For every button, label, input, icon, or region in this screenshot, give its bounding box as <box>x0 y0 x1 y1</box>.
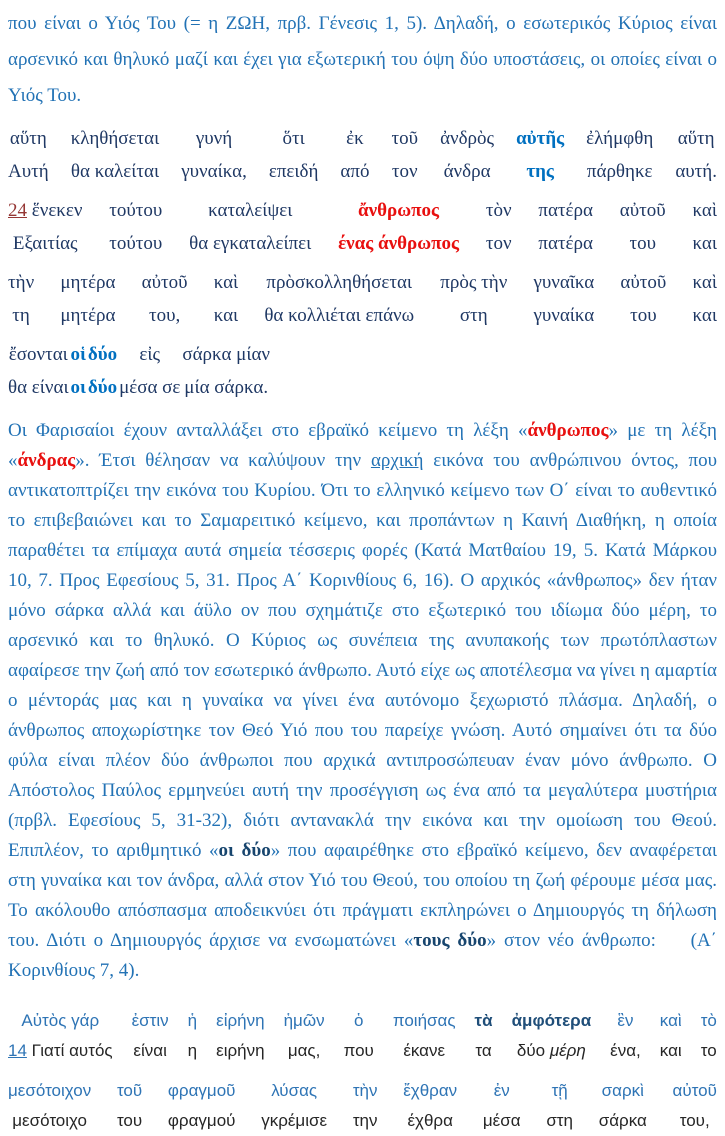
modern-word-run: επειδή <box>268 161 319 182</box>
ancient-greek-word <box>60 266 115 299</box>
modern-greek-word <box>587 155 653 188</box>
word-pair <box>88 338 117 404</box>
word-pair <box>214 266 238 332</box>
modern-word-run: μία σάρκα. <box>184 377 269 398</box>
modern-greek-word <box>517 1036 586 1066</box>
paragraph-text-run: » με τη λέξη « <box>8 420 717 471</box>
ancient-word-run: καὶ <box>213 272 239 293</box>
modern-word-run: θα είναι <box>8 377 69 398</box>
ancient-greek-word <box>516 122 564 155</box>
modern-greek-word <box>444 155 491 188</box>
word-pair <box>620 266 666 332</box>
ancient-greek-word <box>620 266 666 299</box>
ancient-word-run: μεσότοιχον <box>8 1081 92 1100</box>
modern-word-run: που <box>343 1041 374 1060</box>
word-pair <box>675 122 717 188</box>
paragraph-text-run: οι δύο <box>218 840 271 861</box>
modern-greek-word <box>181 155 247 188</box>
word-pair <box>71 338 86 404</box>
ancient-greek-word <box>358 194 439 227</box>
paragraph-text-run: αρχική <box>370 450 424 471</box>
ancient-greek-word <box>88 338 117 371</box>
modern-word-run: στη <box>459 305 488 326</box>
ancient-word-run: αὕτη <box>9 128 47 149</box>
modern-word-run: η <box>187 1041 198 1060</box>
word-pair <box>340 122 369 188</box>
modern-greek-word <box>12 299 30 332</box>
modern-word-run: 14 <box>8 1041 27 1060</box>
word-pair <box>392 122 419 188</box>
modern-word-run: μέσα σε <box>119 377 181 398</box>
modern-word-run: του, <box>148 305 181 326</box>
word-pair <box>269 122 319 188</box>
ancient-greek-word <box>692 194 716 227</box>
ancient-word-run: τὴν <box>8 272 35 293</box>
modern-greek-word <box>8 371 69 404</box>
ancient-greek-word <box>216 1006 264 1036</box>
ancient-word-run: τούτου <box>109 200 163 221</box>
word-pair <box>486 194 512 260</box>
ancient-greek-word <box>142 266 188 299</box>
ancient-word-run: ἐκ <box>346 128 364 149</box>
ancient-greek-word <box>188 1006 197 1036</box>
modern-greek-word <box>629 227 656 260</box>
modern-greek-word <box>680 1106 710 1136</box>
ancient-word-run: μητέρα <box>60 272 116 293</box>
ancient-greek-word <box>660 1006 682 1036</box>
modern-greek-word <box>392 155 418 188</box>
modern-word-run: γυναίκα, <box>181 161 247 182</box>
modern-greek-word <box>546 1106 573 1136</box>
ancient-greek-word <box>8 194 82 227</box>
ancient-greek-word <box>403 1076 457 1106</box>
modern-word-run: και <box>213 305 239 326</box>
modern-greek-word <box>269 155 319 188</box>
word-pair <box>119 338 180 404</box>
ancient-word-run: αὐτοῦ <box>672 1081 717 1100</box>
modern-word-run: δύο <box>87 377 118 398</box>
word-pair <box>599 1076 647 1136</box>
modern-greek-word <box>214 299 238 332</box>
word-pair <box>660 1006 682 1066</box>
modern-word-run: γυναίκα <box>533 305 595 326</box>
modern-greek-word <box>71 371 86 404</box>
word-pair <box>216 1006 264 1066</box>
ancient-greek-word <box>512 1006 592 1036</box>
modern-greek-word <box>660 1036 682 1066</box>
modern-greek-word <box>533 299 594 332</box>
modern-word-run: και <box>692 305 717 326</box>
word-pair <box>261 1076 327 1136</box>
paragraph-text-run: που είναι ο Υιός Του (= η ΖΩΗ, πρβ. Γένεσις 1, 5). Δηλαδή, ο εσωτερικός Κύριος είναι αρσενικό και θηλυκό μαζί και έχει για εξωτερική του όψη δύο υποστάσεις, οι οποίες είναι ο Υιός Του. <box>8 13 717 106</box>
modern-word-run: θα καλείται <box>70 161 160 182</box>
modern-greek-word <box>610 1036 641 1066</box>
word-pair <box>620 194 666 260</box>
ancient-greek-word <box>8 1076 91 1106</box>
ancient-greek-word <box>475 1006 493 1036</box>
modern-greek-word <box>8 155 49 188</box>
ancient-word-run: αὐτοῦ <box>620 272 667 293</box>
modern-greek-word <box>538 227 593 260</box>
modern-word-run: μεσότοιχο <box>12 1111 87 1130</box>
ancient-greek-word <box>21 1006 99 1036</box>
modern-word-run: πατέρα <box>538 233 593 254</box>
ancient-word-run: ἐν <box>493 1081 510 1100</box>
modern-greek-word <box>149 299 180 332</box>
word-pair <box>610 1006 641 1066</box>
modern-word-run: Εξαιτίας <box>12 233 78 254</box>
intro-paragraph <box>8 6 717 114</box>
word-pair <box>117 1076 142 1136</box>
ancient-greek-word <box>701 1006 717 1036</box>
modern-word-run: της <box>526 161 554 182</box>
ancient-greek-word <box>533 266 594 299</box>
ancient-word-run: ἡ <box>187 1011 198 1030</box>
modern-word-run: μέρη <box>549 1041 586 1060</box>
ancient-greek-word <box>284 1006 325 1036</box>
word-pair <box>264 266 414 332</box>
modern-greek-word <box>630 299 657 332</box>
modern-greek-word <box>288 1036 321 1066</box>
ancient-word-run: οἱ <box>70 344 86 365</box>
paragraph-text-run: τους δύο <box>413 930 487 951</box>
ancient-greek-word <box>71 338 86 371</box>
paragraph-text-run: άνθρωπος <box>527 420 609 441</box>
word-pair <box>692 266 716 332</box>
paragraph-text-run: Οι Φαρισαίοι έχουν ανταλλάξει στο εβραϊκό κείμενο τη λέξη « <box>8 420 528 441</box>
ancient-word-run: σάρκα μίαν <box>182 344 270 365</box>
modern-word-run: του <box>116 1111 143 1130</box>
ancient-greek-word <box>440 266 507 299</box>
ancient-greek-word <box>10 122 47 155</box>
modern-greek-word <box>71 155 159 188</box>
modern-greek-word <box>340 155 369 188</box>
word-pair <box>8 266 34 332</box>
word-pair <box>344 1006 374 1066</box>
ancient-word-run: τοῦ <box>391 128 419 149</box>
modern-greek-word <box>88 371 117 404</box>
paragraph-text-run: » που αφαιρέθηκε στο εβραϊκό κείμενο, δεν αναφέρεται στη γυναίκα και τον άνδρα, αλλά στον Υιό του Θεού, του οποίου τη ζωή φέρουμε μέσα μας. Το ακόλουθο απόσπασμα αποδεικνύει ότι πράγματι εκπληρώνει ο Δημιουργός τη δήλωση του. Διότι ο Δημιουργός άρχισε να ενσωματώνει « <box>8 840 718 951</box>
ancient-greek-word <box>617 1006 633 1036</box>
word-pair <box>71 122 160 188</box>
ancient-greek-word <box>354 1006 363 1036</box>
modern-word-run: είναι <box>133 1041 167 1060</box>
ancient-word-run: 24 <box>8 200 27 221</box>
word-pair <box>132 1006 169 1066</box>
ancient-word-run: αὐτῆς <box>516 128 565 149</box>
modern-greek-word <box>13 227 78 260</box>
ancient-greek-word <box>271 1076 317 1106</box>
word-pair <box>353 1076 378 1136</box>
modern-word-run: το <box>700 1041 717 1060</box>
modern-greek-word <box>8 1036 113 1066</box>
word-pair <box>8 194 82 260</box>
word-pair <box>586 122 653 188</box>
ancient-word-run: ἄνθρωπος <box>358 200 440 221</box>
modern-greek-word <box>117 1106 142 1136</box>
modern-word-run: τούτου <box>109 233 163 254</box>
ancient-word-run: γυναῖκα <box>533 272 595 293</box>
ancient-greek-word <box>196 122 232 155</box>
ancient-word-run: πρὸσκολληθήσεται <box>266 272 413 293</box>
word-pair <box>284 1006 325 1066</box>
ancient-word-run: πατέρα <box>538 200 593 221</box>
modern-greek-word <box>264 299 414 332</box>
ancient-word-run: τὰ <box>474 1011 493 1030</box>
ancient-word-run: ἡμῶν <box>283 1011 325 1030</box>
ancient-greek-word <box>208 194 292 227</box>
modern-greek-word <box>184 371 268 404</box>
ancient-word-run: κληθήσεται <box>70 128 160 149</box>
ancient-greek-word <box>586 122 653 155</box>
modern-greek-word <box>168 1106 236 1136</box>
modern-word-run: του <box>629 233 656 254</box>
modern-word-run: στη <box>546 1111 573 1130</box>
modern-word-run: πάρθηκε <box>586 161 653 182</box>
ancient-greek-word <box>346 122 364 155</box>
interlinear-row <box>8 338 270 404</box>
modern-word-run: Αυτή <box>8 161 49 182</box>
word-pair <box>182 338 270 404</box>
ancient-word-run: δύο <box>87 344 118 365</box>
modern-greek-word <box>701 1036 717 1066</box>
modern-greek-word <box>216 1036 264 1066</box>
word-pair <box>475 1006 493 1066</box>
modern-greek-word <box>675 155 717 188</box>
word-pair <box>8 338 69 404</box>
ancient-word-run: αὐτοῦ <box>141 272 188 293</box>
word-pair <box>189 194 311 260</box>
ancient-greek-word <box>678 122 715 155</box>
modern-greek-word <box>12 1106 87 1136</box>
word-pair <box>338 194 459 260</box>
ancient-word-run: ἐλήμφθη <box>586 128 654 149</box>
word-pair <box>692 194 716 260</box>
ancient-word-run: φραγμοῦ <box>167 1081 236 1100</box>
ancient-word-run: ὁ <box>354 1011 364 1030</box>
genesis-interlinear-block <box>8 122 717 404</box>
ancient-word-run: τῇ <box>551 1081 568 1100</box>
word-pair <box>8 122 49 188</box>
ancient-word-run: Αὐτὸς γάρ <box>21 1011 100 1030</box>
modern-word-run: γκρέμισε <box>261 1111 328 1130</box>
ancient-word-run: εἰς <box>139 344 161 365</box>
modern-word-run: μητέρα <box>60 305 116 326</box>
paragraph-text-run: άνδρας <box>17 450 76 471</box>
word-pair <box>109 194 162 260</box>
ancient-word-run: εἰρήνη <box>216 1011 265 1030</box>
interlinear-row <box>8 122 717 188</box>
modern-word-run: αυτή. <box>675 161 717 182</box>
word-pair <box>8 1006 113 1066</box>
ancient-greek-word <box>494 1076 510 1106</box>
modern-word-run: άνδρα <box>443 161 491 182</box>
word-pair <box>8 1076 91 1136</box>
paragraph-text-run: ». Έτσι θέλησαν να καλύψουν την <box>75 450 371 471</box>
ancient-word-run: ἐστιν <box>131 1011 169 1030</box>
ancient-greek-word <box>168 1076 236 1106</box>
ancient-greek-word <box>393 1006 456 1036</box>
ancient-word-run: ποιήσας <box>392 1011 456 1030</box>
ancient-word-run: ἕνεκεν <box>27 200 83 221</box>
ancient-greek-word <box>692 266 716 299</box>
modern-greek-word <box>189 227 311 260</box>
modern-greek-word <box>486 227 512 260</box>
modern-greek-word <box>526 155 554 188</box>
paragraph-text-run: » στον νέο άνθρωπο: (Α΄ Κορινθίους 7, 4). <box>8 930 718 981</box>
ancient-greek-word <box>71 122 160 155</box>
modern-greek-word <box>407 1106 452 1136</box>
modern-greek-word <box>599 1106 647 1136</box>
modern-greek-word <box>353 1106 378 1136</box>
modern-word-run: ειρήνη <box>216 1041 265 1060</box>
modern-word-run: μέσα <box>482 1111 521 1130</box>
word-pair <box>181 122 247 188</box>
ancient-greek-word <box>109 194 162 227</box>
ancient-greek-word <box>283 122 305 155</box>
word-pair <box>512 1006 592 1066</box>
interlinear-row <box>8 1076 717 1136</box>
modern-word-run: του, <box>679 1111 710 1130</box>
modern-word-run: θα κολλιέται επάνω <box>264 305 415 326</box>
modern-greek-word <box>133 1036 166 1066</box>
modern-word-run: ένα, <box>610 1041 641 1060</box>
interlinear-row <box>8 194 717 260</box>
word-pair <box>538 194 593 260</box>
word-pair <box>188 1006 197 1066</box>
word-pair <box>142 266 188 332</box>
word-pair <box>393 1006 456 1066</box>
modern-greek-word <box>338 227 459 260</box>
modern-word-run: τα <box>475 1041 492 1060</box>
modern-greek-word <box>344 1036 374 1066</box>
word-pair <box>546 1076 573 1136</box>
modern-word-run: και <box>659 1041 682 1060</box>
word-pair <box>673 1076 717 1136</box>
ancient-greek-word <box>620 194 666 227</box>
modern-greek-word <box>460 299 488 332</box>
modern-word-run: τον <box>391 161 418 182</box>
modern-word-run: την <box>352 1111 378 1130</box>
word-pair <box>440 266 507 332</box>
modern-word-run: έχθρα <box>407 1111 453 1130</box>
modern-word-run: από <box>340 161 370 182</box>
modern-word-run: φραγμού <box>167 1111 236 1130</box>
ancient-word-run: λύσας <box>271 1081 318 1100</box>
ancient-word-run: ἓν <box>617 1011 634 1030</box>
modern-word-run: σάρκα <box>598 1111 647 1130</box>
ancient-word-run: τὸ <box>700 1011 717 1030</box>
ancient-word-run: γυνή <box>195 128 233 149</box>
modern-greek-word <box>109 227 162 260</box>
modern-word-run: ένας άνθρωπος <box>338 233 460 254</box>
ancient-greek-word <box>117 1076 142 1106</box>
modern-greek-word <box>692 227 716 260</box>
modern-greek-word <box>261 1106 327 1136</box>
ancient-word-run: ἀνδρὸς <box>440 128 495 149</box>
ancient-greek-word <box>673 1076 717 1106</box>
commentary-paragraph <box>8 416 717 986</box>
modern-greek-word <box>188 1036 197 1066</box>
word-pair <box>440 122 494 188</box>
ancient-word-run: τὸν <box>485 200 512 221</box>
ancient-greek-word <box>132 1006 169 1036</box>
ancient-greek-word <box>538 194 593 227</box>
word-pair <box>533 266 594 332</box>
modern-word-run: τη <box>12 305 30 326</box>
modern-word-run: θα εγκαταλείπει <box>189 233 312 254</box>
ancient-word-run: ὅτι <box>282 128 305 149</box>
ancient-greek-word <box>602 1076 644 1106</box>
ancient-greek-word <box>8 266 34 299</box>
modern-greek-word <box>475 1036 491 1066</box>
word-pair <box>483 1076 521 1136</box>
ancient-word-run: αὕτη <box>677 128 715 149</box>
modern-greek-word <box>692 299 716 332</box>
word-pair <box>403 1076 457 1136</box>
ancient-word-run: σαρκὶ <box>601 1081 644 1100</box>
modern-word-run: και <box>692 233 717 254</box>
ancient-word-run: ἔσονται <box>8 344 68 365</box>
modern-word-run: μας, <box>287 1041 321 1060</box>
ancient-word-run: ἀμφότερα <box>511 1011 592 1030</box>
ancient-word-run: τὴν <box>352 1081 378 1100</box>
modern-word-run: Γιατί αυτός <box>26 1041 113 1060</box>
ancient-word-run: τοῦ <box>116 1081 143 1100</box>
ancient-word-run: ἔχθραν <box>403 1081 458 1100</box>
ancient-greek-word <box>392 122 419 155</box>
modern-word-run: οι <box>70 377 86 398</box>
modern-greek-word <box>60 299 115 332</box>
interlinear-row <box>8 1006 717 1066</box>
modern-word-run: του <box>630 305 657 326</box>
ancient-greek-word <box>182 338 270 371</box>
ancient-greek-word <box>9 338 68 371</box>
ephesians-interlinear-block <box>8 1006 717 1136</box>
ancient-greek-word <box>552 1076 568 1106</box>
ancient-greek-word <box>266 266 412 299</box>
modern-word-run: δύο <box>516 1041 550 1060</box>
modern-word-run: έκανε <box>403 1041 446 1060</box>
paragraph-text-run: εικόνα του ανθρώπινου όντος, που αντικατοπτρίζει την εικόνα του Κυρίου. Ότι το ελληνικό κείμενο των Ο΄ είναι το αυθεντικό το επιβεβαιώνει και το Σαμαρειτικό κείμενο, και προπάντων η Καινή Διαθήκη, η οποία παραθέτει τα επίμαχα αυτά σημεία τέσσερις φορές (Κατά Ματθαίου 19, 5. Κατά Μάρκου 10, 7. Προς Εφεσίους 5, 31. Προς Α΄ Κορινθίους 6, 16). Ο αρχικός «άνθρωπος» δεν ήταν μόνο σάρκα αλλά και άϋλο ον που σχημάτιζε στο εξωτερικό του ιδίωμα δύο μέρη, το αρσενικό και το θηλυκό. Ο Κύριος ως συνέπεια της ανυπακοής των πρωτόπλαστων αφαίρεσε την ζωή από τον εσωτερικό άνθρωπο. Αυτό είχε ως αποτέλεσμα να γίνει η αμαρτία ο μέντοράς μας και η γυναίκα να γίνει ένα αυτόνομο ξεχωριστό πλάσμα. Δηλαδή, ο άνθρωπος αποχωρίστηκε τον Θεό Υιό που του παρείχε γνώση. Αυτό σημαίνει ότι τα δύο φύλα είναι πλέον δύο άνθρωποι που αρχικά αντιπροσώπευαν έναν μόνο άνθρωπο. Ο Απόστολος Παύλος ερμηνεύει αυτή την προσέγγιση ως ένα από τα μεγαλύτερα μυστήρια (πρβλ. Εφεσίους 5, 31-32), διότι αντανακλά την εικόνα και την ομοίωση του Θεού. Επιπλέον, το αριθμητικό « <box>8 450 718 861</box>
ancient-greek-word <box>139 338 160 371</box>
modern-greek-word <box>119 371 180 404</box>
ancient-word-run: καὶ <box>692 200 717 221</box>
ancient-word-run: πρὸς τὴν <box>440 272 508 293</box>
ancient-greek-word <box>353 1076 378 1106</box>
ancient-greek-word <box>440 122 494 155</box>
ancient-word-run: καὶ <box>659 1011 682 1030</box>
word-pair <box>168 1076 236 1136</box>
ancient-word-run: καταλείψει <box>208 200 293 221</box>
word-pair <box>60 266 115 332</box>
modern-word-run: τον <box>485 233 512 254</box>
ancient-word-run: καὶ <box>692 272 717 293</box>
word-pair <box>701 1006 717 1066</box>
ancient-word-run: αὐτοῦ <box>619 200 666 221</box>
ancient-greek-word <box>486 194 512 227</box>
ancient-greek-word <box>214 266 238 299</box>
modern-greek-word <box>403 1036 445 1066</box>
modern-greek-word <box>483 1106 521 1136</box>
word-pair <box>516 122 564 188</box>
interlinear-row <box>8 266 717 332</box>
